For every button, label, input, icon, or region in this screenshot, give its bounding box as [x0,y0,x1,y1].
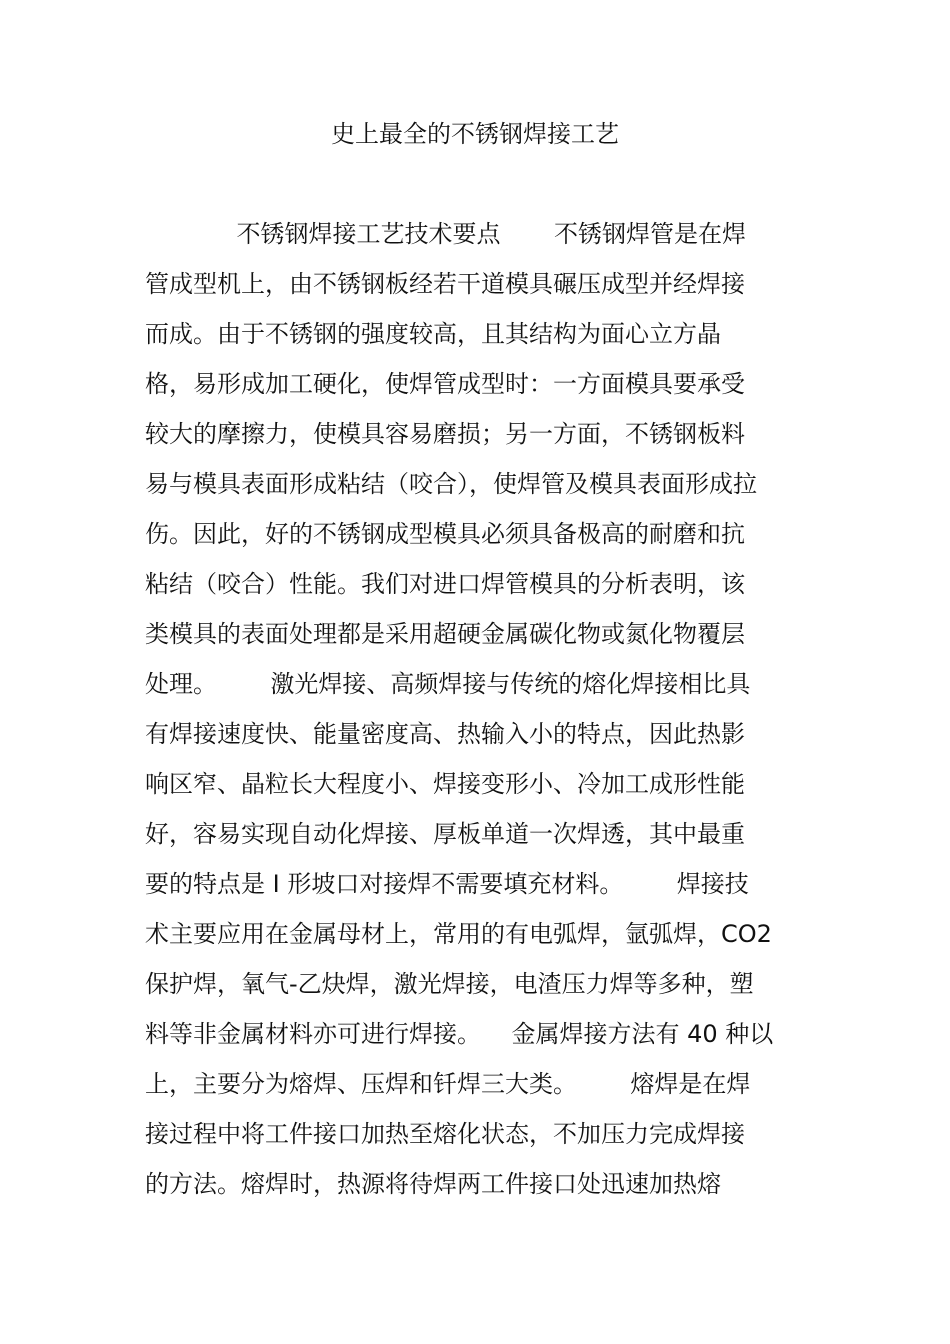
body-line: 有焊接速度快、能量密度高、热输入小的特点，因此热影 [145,720,745,748]
body-line: 类模具的表面处理都是采用超硬金属碳化物或氮化物覆层 [145,620,745,648]
body-line: 粘结（咬合）性能。我们对进口焊管模具的分析表明，该 [145,570,745,598]
body-line: 而成。由于不锈钢的强度较高，且其结构为面心立方晶 [145,320,721,348]
body-line: 料等非金属材料亦可进行焊接。 金属焊接方法有 40 种以 [145,1020,774,1048]
document-body [145,212,825,1212]
body-line: 要的特点是 I 形坡口对接焊不需要填充材料。 焊接技 [145,870,749,898]
body-line: 易与模具表面形成粘结（咬合），使焊管及模具表面形成拉 [145,470,757,498]
body-line: 处理。 激光焊接、高频焊接与传统的熔化焊接相比具 [145,670,751,698]
body-line: 伤。因此，好的不锈钢成型模具必须具备极高的耐磨和抗 [145,520,745,548]
body-line: 接过程中将工件接口加热至熔化状态，不加压力完成焊接 [145,1120,745,1148]
body-line: 较大的摩擦力，使模具容易磨损；另一方面，不锈钢板料 [145,420,745,448]
body-line: 管成型机上，由不锈钢板经若干道模具碾压成型并经焊接 [145,270,745,298]
document-title: 史上最全的不锈钢焊接工艺 [331,120,619,148]
body-line: 保护焊，氧气-乙炔焊，激光焊接，电渣压力焊等多种，塑 [145,970,754,998]
body-line: 好，容易实现自动化焊接、厚板单道一次焊透，其中最重 [145,820,745,848]
body-line: 术主要应用在金属母材上，常用的有电弧焊，氩弧焊，CO2 [145,920,772,948]
body-line: 响区窄、晶粒长大程度小、焊接变形小、冷加工成形性能 [145,770,745,798]
body-line: 的方法。熔焊时，热源将待焊两工件接口处迅速加热熔 [145,1170,721,1198]
body-line: 不锈钢焊接工艺技术要点 不锈钢焊管是在焊 [145,220,746,248]
body-line: 上，主要分为熔焊、压焊和钎焊三大类。 熔焊是在焊 [145,1070,751,1098]
body-line: 格，易形成加工硬化，使焊管成型时：一方面模具要承受 [145,370,745,398]
